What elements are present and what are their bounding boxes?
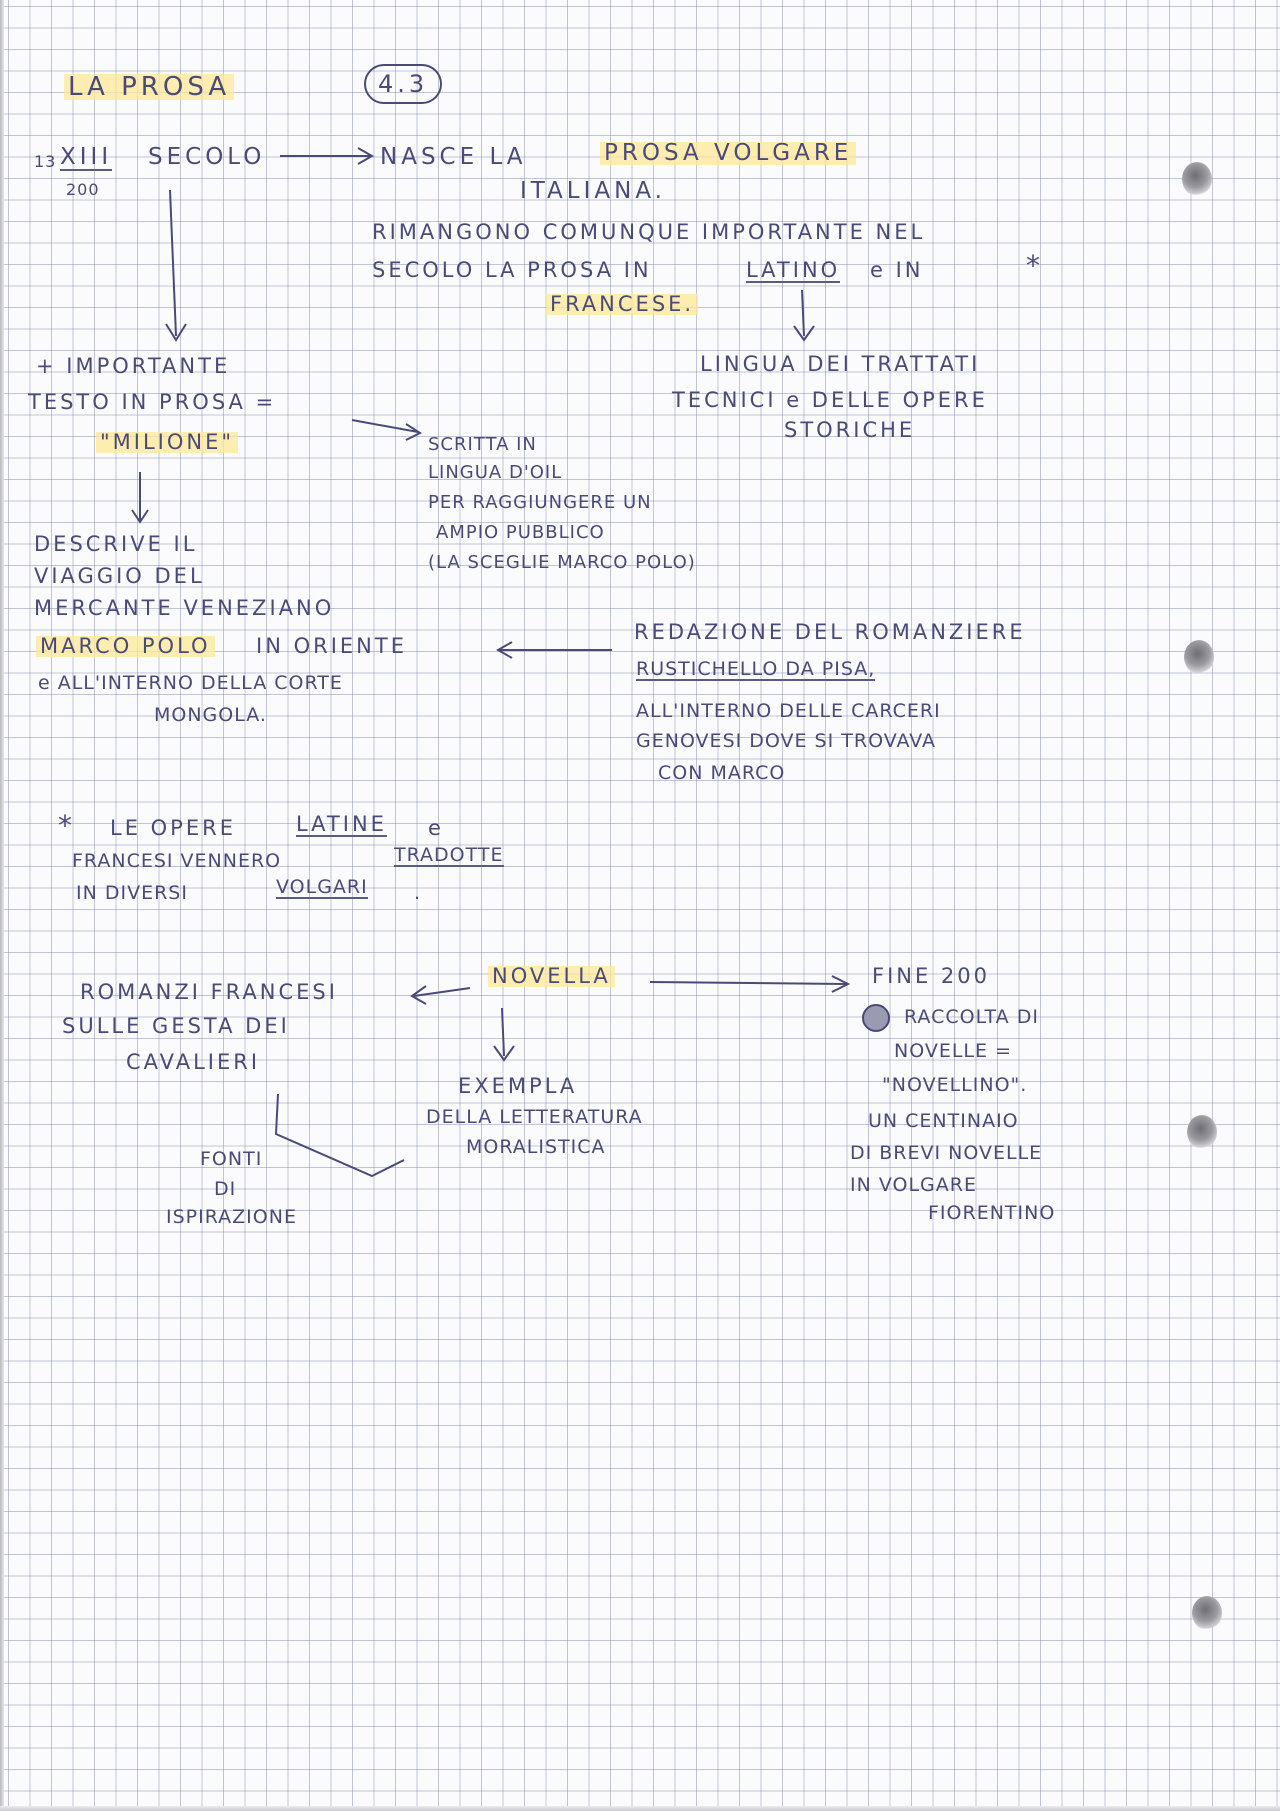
lingua-line-1: LINGUA DEI TRATTATI [700,352,981,376]
exempla-line-3: MORALISTICA [466,1136,606,1158]
page-ref-badge: 4.3 [364,64,442,104]
fonti-line-2: DI [214,1178,237,1200]
novella-right-line-6: DI BREVI NOVELLE [850,1142,1043,1164]
arrow-century-to-prosa [280,148,372,164]
arrow-milione-to-scritta [352,420,420,440]
note-line-1-prefix: LE OPERE [110,816,236,840]
novella-left-line-2: SULLE GESTA DEI [62,1014,290,1038]
descrive-line-6: MONGOLA. [154,704,267,726]
redazione-line-3: ALL'INTERNO DELLE CARCERI [636,700,941,722]
novella-right-line-5: UN CENTINAIO [868,1110,1019,1132]
redazione-line-1: REDAZIONE DEL ROMANZIERE [634,620,1026,644]
year-note: 200 [66,180,100,199]
century-word: SECOLO [148,144,266,170]
scritta-line-2: LINGUA D'OIL [428,462,563,483]
scritta-line-1: SCRITTA IN [428,434,537,455]
exempla-line-1: EXEMPLA [458,1074,578,1098]
note-asterisk-icon: * [58,809,76,842]
descrive-line-5: e ALL'INTERNO DELLA CORTE [38,672,343,694]
roman-prefix: 13 [34,152,57,171]
page-title: LA PROSA [64,74,234,100]
novella-left-line-1: ROMANZI FRANCESI [80,980,338,1004]
fonti-line-3: ISPIRAZIONE [166,1206,297,1228]
note-volgari: VOLGARI [276,876,368,898]
redazione-line-5: CON MARCO [658,762,786,784]
scritta-line-4: AMPIO PUBBLICO [436,522,605,543]
descrive-line-3: MERCANTE VENEZIANO [34,596,335,620]
novella-right-line-7: IN VOLGARE [850,1174,977,1196]
arrow-novella-down [494,1008,514,1060]
important-line-2: TESTO IN PROSA = [28,390,277,414]
remain-line-2-prefix: SECOLO LA PROSA IN [372,258,652,282]
fonti-line-1: FONTI [200,1148,263,1170]
note-line-3-prefix: IN DIVERSI [76,882,188,904]
novella-right-line-3: NOVELLE = [894,1040,1012,1062]
descrive-marco-polo: MARCO POLO [36,636,215,657]
lingua-line-3: STORICHE [784,418,916,442]
note-line-1-suffix: e [428,816,444,840]
novella-right-line-4: "NOVELLINO". [882,1074,1028,1096]
exempla-line-2: DELLA LETTERATURA [426,1106,643,1128]
remain-latin: LATINO [746,258,841,282]
novella-right-line-8: FIORENTINO [928,1202,1056,1224]
remain-line-1: RIMANGONO COMUNQUE IMPORTANTE NEL [372,220,926,244]
descrive-line-1: DESCRIVE IL [34,532,198,556]
note-line-2-prefix: FRANCESI VENNERO [72,850,282,872]
novella-right-line-2: RACCOLTA DI [904,1006,1039,1028]
note-line-3-suffix: . [414,882,422,904]
result-line-1-prefix: NASCE LA [380,144,527,170]
important-milione: "MILIONE" [96,432,238,453]
scritta-line-5: (LA SCEGLIE MARCO POLO) [428,552,696,573]
arrow-century-down [166,190,186,340]
remain-line-3: FRANCESE. [546,294,698,315]
redazione-line-2: RUSTICHELLO DA PISA, [636,658,876,680]
scritta-line-3: PER RAGGIUNGERE UN [428,492,652,513]
novella-right-line-1: FINE 200 [872,964,991,988]
arrow-novella-to-fine [650,976,848,992]
bracket-fonti [276,1094,404,1176]
arrow-milione-down [132,472,148,522]
novella-left-line-3: CAVALIERI [126,1050,261,1074]
lingua-line-2: TECNICI e DELLE OPERE [672,388,988,412]
arrow-redazione-to-marco [498,642,612,658]
descrive-line-2: VIAGGIO DEL [34,564,205,588]
result-line-2: ITALIANA. [520,178,666,204]
important-line-1: + IMPORTANTE [36,354,231,378]
note-tradotte: TRADOTTE [394,844,504,866]
descrive-line-4-suffix: IN ORIENTE [256,634,407,658]
note-latine: LATINE [296,812,387,836]
novella-title: NOVELLA [488,966,615,987]
redazione-line-4: GENOVESI DOVE SI TROVAVA [636,730,937,752]
asterisk-icon: * [1026,249,1044,282]
arrow-latino-down [794,290,814,340]
remain-line-2-suffix: e IN [870,258,924,282]
result-line-1-highlight: PROSA VOLGARE [600,142,856,165]
arrow-novella-to-romanzi [412,986,470,1004]
roman-century: XIII [60,144,113,170]
